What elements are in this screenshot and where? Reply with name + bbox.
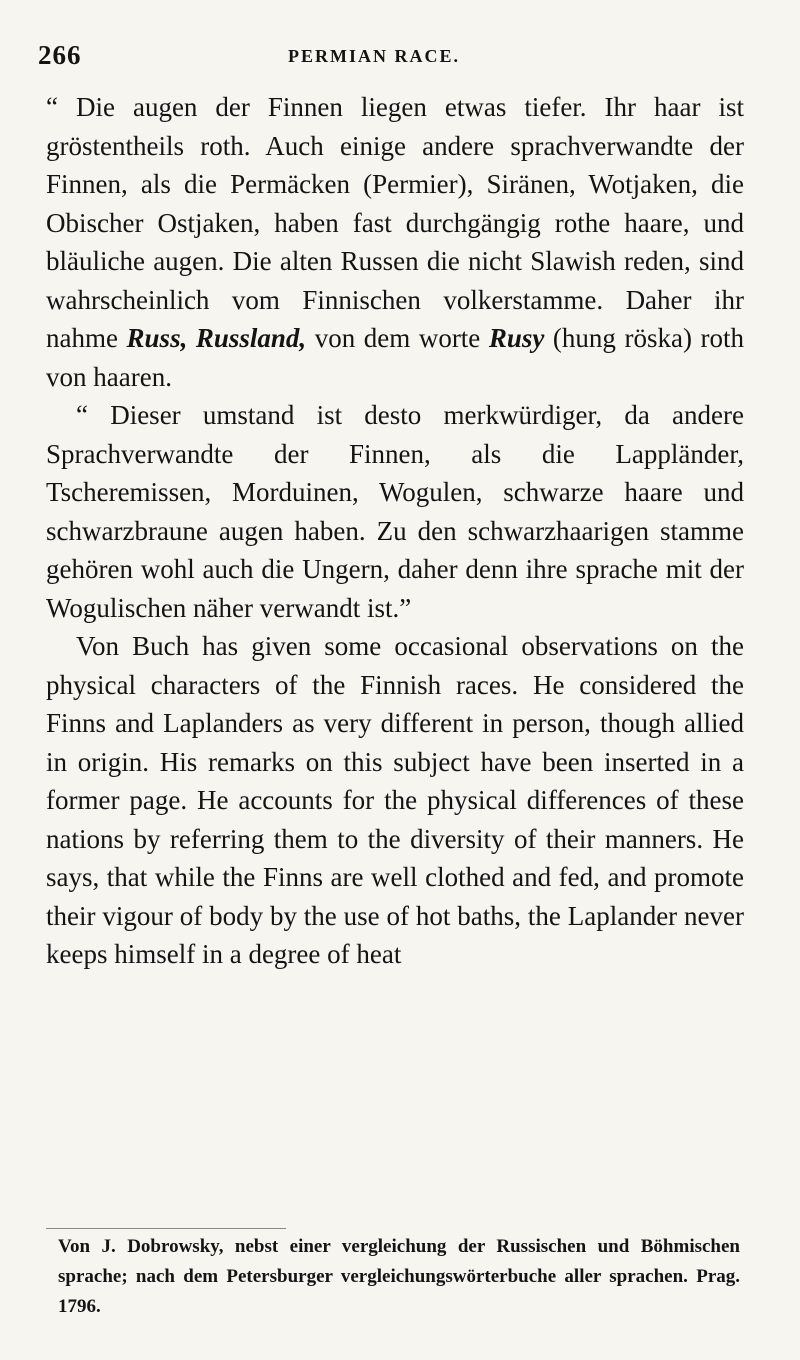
footnote-text: Von J. Dobrowsky, nebst einer vergleichung der Russischen und Böhmischen sprache; nach dem Petersburger vergleichungswörterbuche aller sprachen. Prag. 1796. bbox=[58, 1236, 740, 1317]
paragraph-1-text-a: “ Die augen der Finnen liegen etwas tiefer. Ihr haar ist gröstentheils roth. Auch einige andere sprachverwandte der Finnen, als die Permäcken (Permier), Siränen, Wotjaken, die Obischer Ostjaken, haben fast durchgängig rothe haare, und bläuliche augen. Die alten Russen die nicht Slawish reden, sind wahrscheinlich vom Finnischen volkerstamme. Daher ihr nahme bbox=[46, 92, 744, 353]
running-head bbox=[38, 40, 770, 80]
paragraph-1-text-b: von dem worte bbox=[306, 323, 489, 353]
paragraph-3: Von Buch has given some occasional observations on the physical characters of the Finnish races. He considered the Finns and Laplanders as very different in person, though allied in origin. His remarks on this subject have been inserted in a former page. He accounts for the physical differences of these nations by referring them to the diversity of their manners. He says, that while the Finns are well clothed and fed, and promote their vigour of body by the use of hot baths, the Laplander never keeps himself in a degree of heat bbox=[46, 631, 744, 969]
footnote bbox=[58, 1232, 740, 1322]
body-text bbox=[46, 88, 744, 974]
paragraph-1 bbox=[46, 88, 744, 396]
paragraph-2: “ Dieser umstand ist desto merkwürdiger, da andere Sprachverwandte der Finnen, als die Lappländer, Tscheremissen, Morduinen, Wogulen, schwarze haare und schwarzbraune augen haben. Zu den schwarzhaarigen stamme gehören wohl auch die Ungern, daher denn ihre sprache mit der Wogulischen näher verwandt ist.” bbox=[46, 400, 744, 623]
paragraph-1-emphasis-2: Rusy bbox=[488, 323, 545, 353]
running-title: PERMIAN RACE. bbox=[288, 46, 460, 66]
paragraph-1-text-c: (hung röska) roth von haaren. bbox=[46, 323, 744, 392]
page-number: 266 bbox=[38, 40, 82, 70]
footnote-rule bbox=[46, 1228, 286, 1229]
paragraph-1-emphasis-1: Russ, Russland, bbox=[126, 323, 307, 353]
